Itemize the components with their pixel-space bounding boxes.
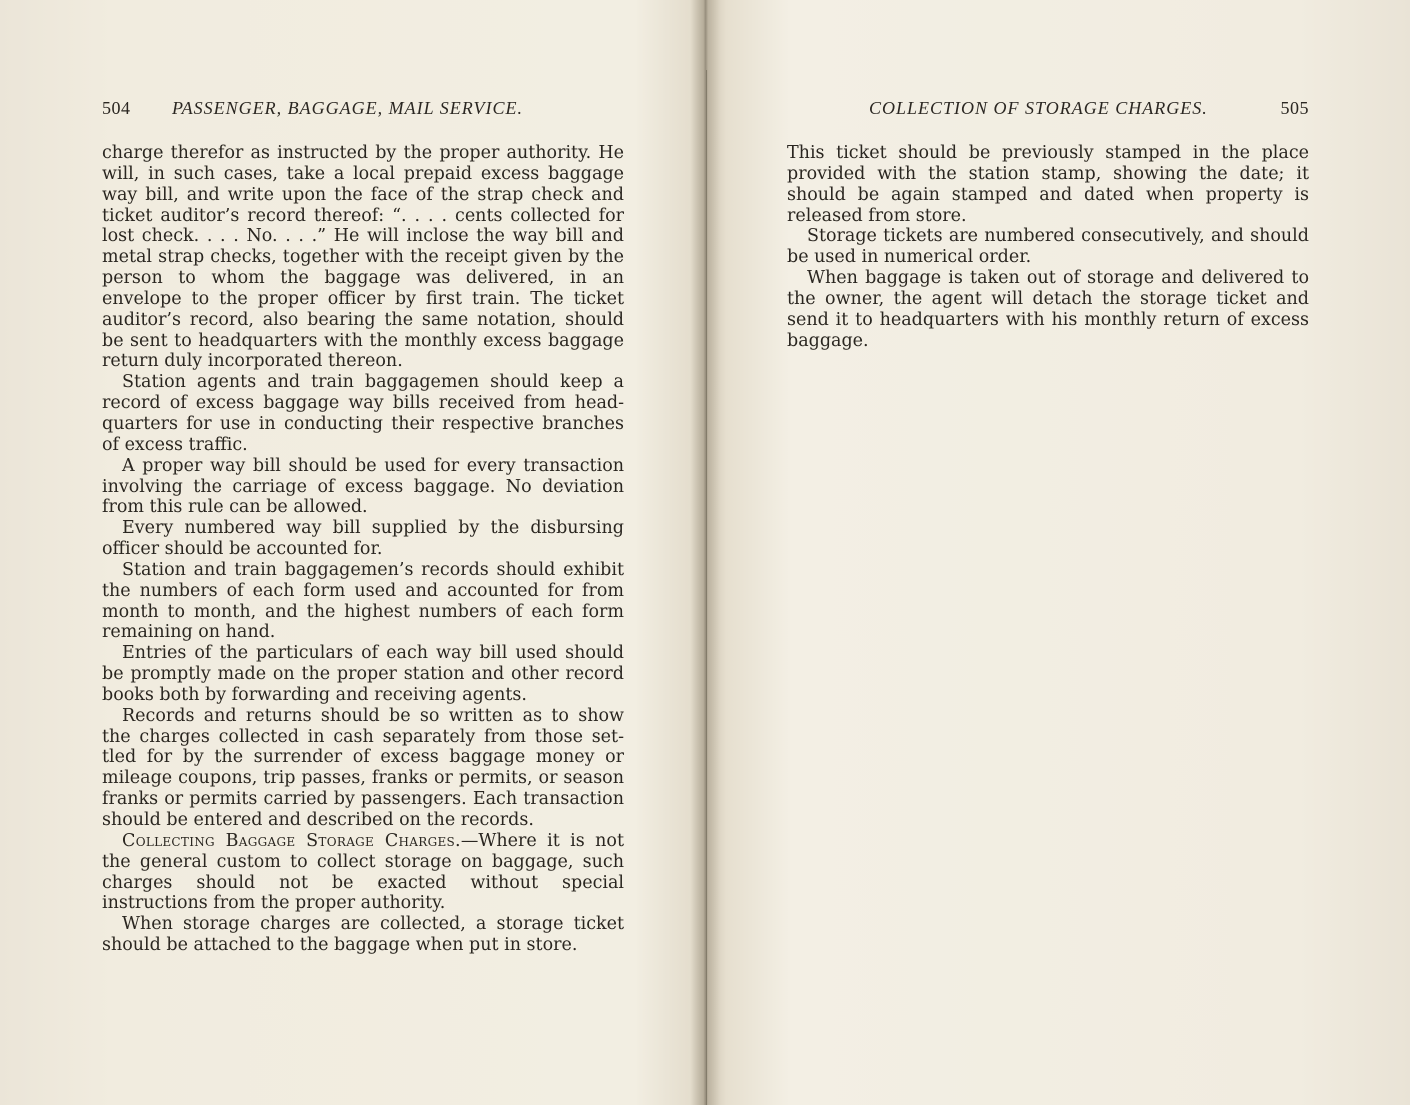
section-paragraph <box>102 831 624 914</box>
section-heading: Collecting Baggage Storage Charges. <box>122 830 461 851</box>
page-number-left: 504 <box>102 98 131 118</box>
paragraph: When baggage is taken out of storage and delivered to the owner, the agent will detach the storage ticket and send it to headquarters with his monthly return of excess baggage. <box>787 268 1309 351</box>
paragraph: Records and returns should be so written as to show the charges collected in cash separately from those settled for by the surrender of excess baggage money or mileage coupons, trip passes, franks or permits, or season franks or permits carried by passengers. Each transaction should be entered and described on the records. <box>102 705 624 830</box>
gutter-shadow <box>690 0 720 1105</box>
paragraph: When storage charges are collected, a storage ticket should be attached to the baggage when put in store. <box>102 914 624 956</box>
paragraph: This ticket should be previously stamped in the place provided with the station stamp, showing the date; it should be again stamped and dated when property is released from store. <box>787 143 1309 226</box>
running-title-left: PASSENGER, BAGGAGE, MAIL SERVICE. <box>172 98 523 118</box>
gutter-line <box>706 70 707 1105</box>
right-page-body <box>787 143 1309 351</box>
paragraph: charge therefor as instructed by the proper authority. He will, in such cases, take a local prepaid excess baggage way bill, and write upon the face of the strap check and ticket auditor’s record thereof: “. . . . cents collected for lost check. . . . No. . . .” He will inclose the way bill and metal strap checks, together with the receipt given by the person to whom the baggage was delivered, in an envelope to the proper officer by first train. The ticket auditor’s record, also bearing the same notation, should be sent to headquarters with the monthly excess baggage return duly incorporated thereon. <box>102 143 624 372</box>
running-title-right: COLLECTION OF STORAGE CHARGES. <box>869 98 1208 118</box>
section-text: —Where it is not the general custom to collect storage on baggage, such charges should not be exacted without special instructions from the proper authority. <box>102 830 624 914</box>
paragraph: Storage tickets are numbered consecutively, and should be used in numerical order. <box>787 226 1309 268</box>
right-page <box>787 0 1309 1105</box>
left-page <box>102 0 624 1105</box>
page-number-right: 505 <box>1280 98 1309 118</box>
paragraph: Every numbered way bill supplied by the disbursing officer should be accounted for. <box>102 518 624 560</box>
paragraph: Entries of the particulars of each way bill used should be promptly made on the proper station and other record books both by forwarding and receiving agents. <box>102 643 624 705</box>
right-running-head <box>787 98 1309 124</box>
left-running-head <box>102 98 624 124</box>
paragraph: Station agents and train baggagemen should keep a record of excess baggage way bills received from headquarters for use in conducting their respective branches of excess traffic. <box>102 372 624 455</box>
paragraph: A proper way bill should be used for every transaction involving the carriage of excess baggage. No deviation from this rule can be allowed. <box>102 455 624 518</box>
left-page-body <box>102 143 624 956</box>
paragraph: Station and train baggagemen’s records should exhibit the numbers of each form used and accounted for from month to month, and the highest numbers of each form remaining on hand. <box>102 559 624 643</box>
